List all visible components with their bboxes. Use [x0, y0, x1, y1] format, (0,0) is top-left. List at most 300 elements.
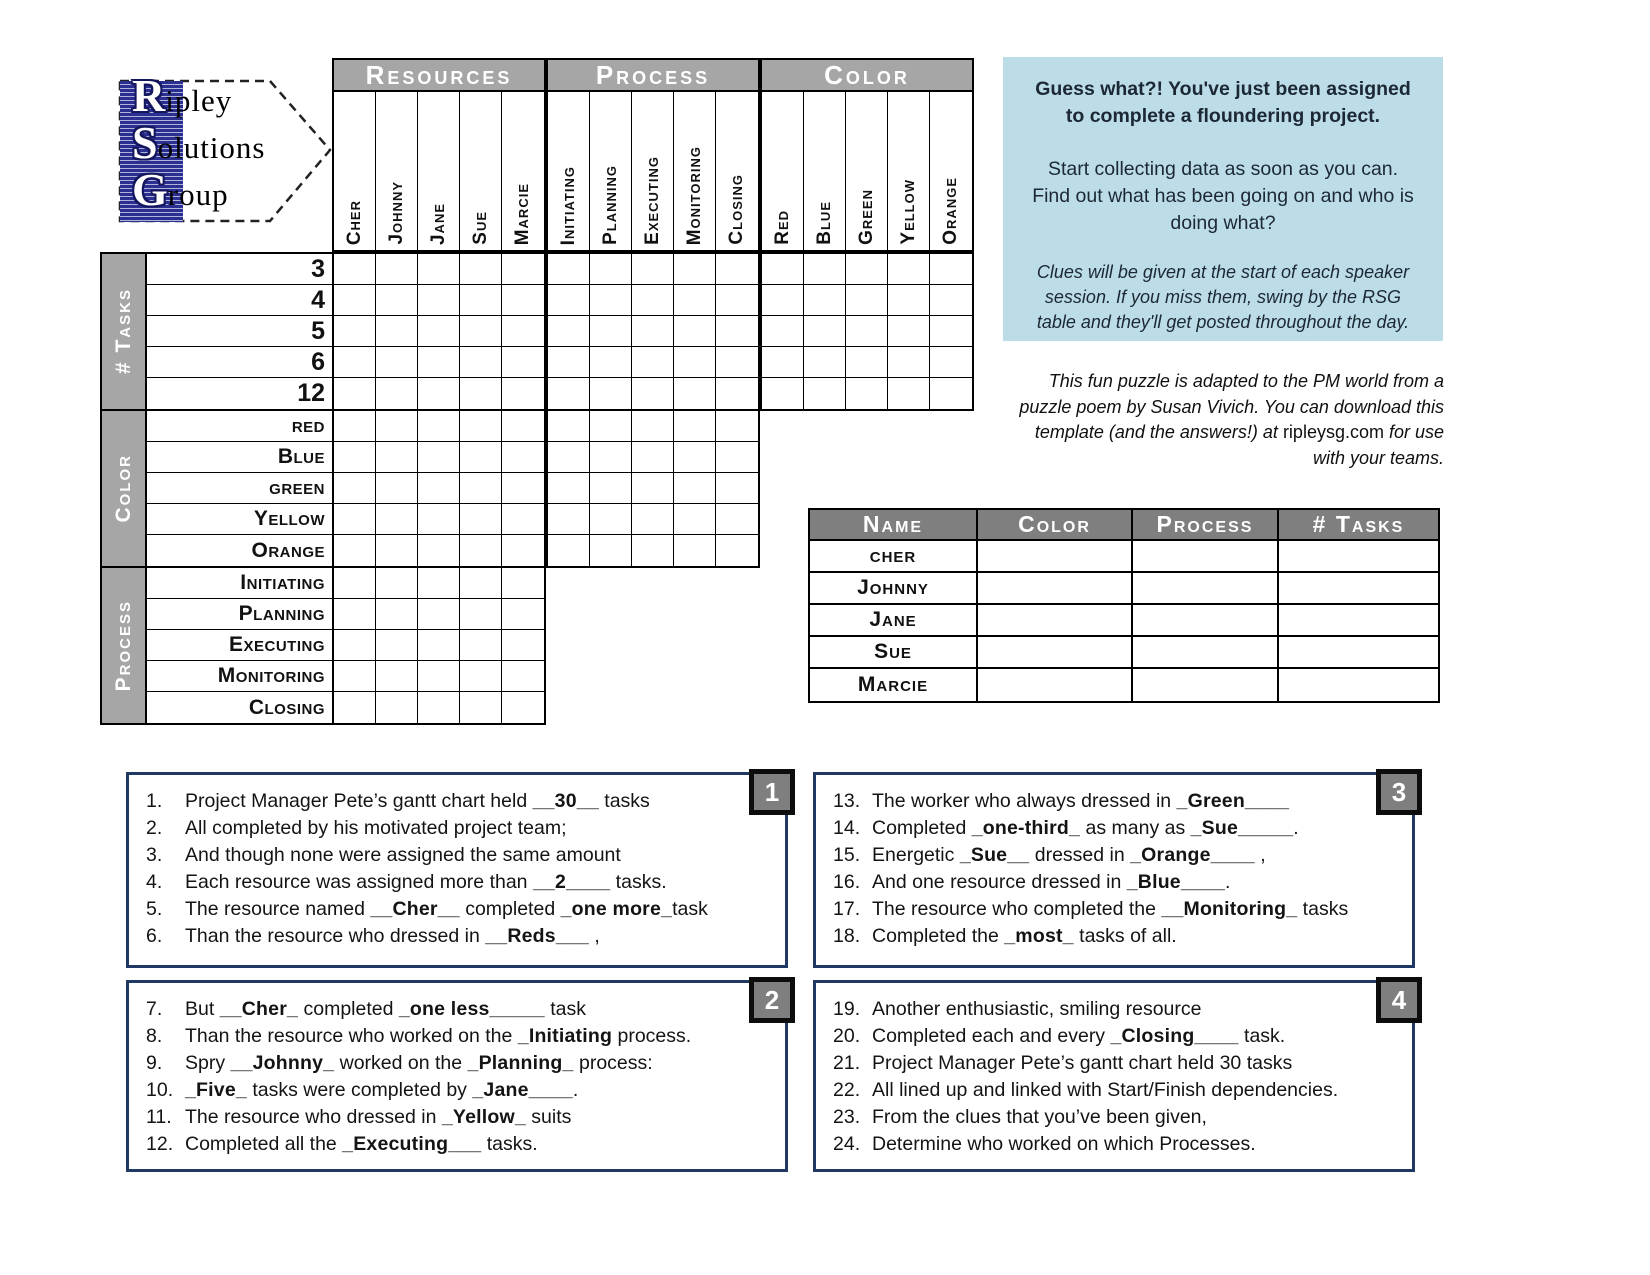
answer-fill-cell[interactable]	[978, 637, 1133, 669]
puzzle-cell[interactable]	[674, 411, 716, 442]
puzzle-cell[interactable]	[334, 661, 376, 692]
puzzle-cell[interactable]	[460, 285, 502, 316]
puzzle-cell[interactable]	[674, 535, 716, 566]
puzzle-cell[interactable]	[418, 316, 460, 347]
puzzle-cell[interactable]	[846, 378, 888, 409]
puzzle-cell[interactable]	[590, 473, 632, 504]
info-box-body: Start collecting data as soon as you can. Find out what has been going on and who is doing what?	[1032, 158, 1414, 234]
clue-text-segment: .	[1225, 871, 1231, 893]
puzzle-cell[interactable]	[460, 347, 502, 378]
puzzle-cell[interactable]	[418, 568, 460, 599]
info-box	[1003, 57, 1443, 341]
clue-text-segment: The resource who dressed in	[185, 1106, 442, 1128]
puzzle-cell[interactable]	[846, 254, 888, 285]
column-name-cell	[460, 92, 502, 250]
clue-line	[833, 896, 1406, 923]
clue-answer-blank: _Five_	[185, 1079, 247, 1101]
puzzle-cell[interactable]	[334, 504, 376, 535]
clue-text	[872, 869, 1230, 896]
clue-number: 15.	[833, 844, 861, 866]
puzzle-cell[interactable]	[548, 347, 590, 378]
puzzle-cell[interactable]	[804, 316, 846, 347]
clue-answer-blank: _most_	[1004, 925, 1074, 947]
puzzle-cell[interactable]	[502, 535, 544, 566]
puzzle-cell[interactable]	[376, 411, 418, 442]
clue-line	[146, 1077, 779, 1104]
column-name-cell	[804, 92, 846, 250]
puzzle-cell[interactable]	[590, 411, 632, 442]
row-label: green	[147, 473, 332, 504]
puzzle-cell[interactable]	[674, 378, 716, 409]
column-group-header-color: Color	[760, 58, 974, 92]
puzzle-cell[interactable]	[674, 473, 716, 504]
puzzle-cell[interactable]	[418, 378, 460, 409]
column-names-block	[546, 90, 760, 252]
puzzle-cell[interactable]	[334, 442, 376, 473]
puzzle-cell[interactable]	[418, 599, 460, 630]
puzzle-cell[interactable]	[334, 692, 376, 723]
puzzle-cell[interactable]	[376, 347, 418, 378]
clue-answer-blank: _Jane____	[472, 1079, 573, 1101]
clue-box-number-badge: 3	[1376, 769, 1422, 815]
puzzle-cell[interactable]	[460, 535, 502, 566]
puzzle-cell[interactable]	[334, 630, 376, 661]
puzzle-cell[interactable]	[846, 285, 888, 316]
puzzle-cell[interactable]	[418, 661, 460, 692]
answer-header-color: Color	[978, 510, 1133, 541]
puzzle-cell[interactable]	[334, 285, 376, 316]
clue-text-segment: Than the resource who worked on the	[185, 1025, 518, 1047]
puzzle-cell[interactable]	[632, 347, 674, 378]
puzzle-cell[interactable]	[502, 630, 544, 661]
puzzle-cell[interactable]	[888, 254, 930, 285]
puzzle-cell[interactable]	[674, 316, 716, 347]
puzzle-cell[interactable]	[674, 254, 716, 285]
puzzle-cell[interactable]	[632, 442, 674, 473]
row-label: 5	[147, 316, 332, 347]
clue-number: 7.	[146, 998, 163, 1020]
puzzle-cell[interactable]	[460, 411, 502, 442]
puzzle-cell[interactable]	[502, 599, 544, 630]
clue-text	[185, 896, 708, 923]
clue-text	[185, 1077, 578, 1104]
puzzle-cell[interactable]	[590, 285, 632, 316]
puzzle-cell[interactable]	[502, 347, 544, 378]
puzzle-cell[interactable]	[460, 504, 502, 535]
clue-line	[833, 923, 1406, 950]
clue-text	[872, 842, 1266, 869]
puzzle-cell[interactable]	[762, 316, 804, 347]
puzzle-cell[interactable]	[590, 316, 632, 347]
row-label: Executing	[147, 630, 332, 661]
row-label: Monitoring	[147, 661, 332, 692]
clue-text-segment: The resource who completed the	[872, 898, 1162, 920]
puzzle-cell[interactable]	[376, 568, 418, 599]
clue-line	[833, 1050, 1406, 1077]
column-name-cell	[418, 92, 460, 250]
clue-answer-blank: _Blue____	[1126, 871, 1226, 893]
clue-line	[833, 1077, 1406, 1104]
puzzle-cell[interactable]	[632, 316, 674, 347]
puzzle-cell[interactable]	[334, 316, 376, 347]
puzzle-cell[interactable]	[502, 661, 544, 692]
puzzle-cell[interactable]	[548, 254, 590, 285]
column-name-label: Orange	[940, 177, 961, 245]
clue-text-segment: Each resource was assigned more than	[185, 871, 533, 893]
puzzle-cell[interactable]	[632, 504, 674, 535]
puzzle-cell[interactable]	[460, 442, 502, 473]
clue-line	[146, 1131, 779, 1158]
puzzle-cell[interactable]	[632, 473, 674, 504]
puzzle-cell[interactable]	[376, 630, 418, 661]
clue-text	[185, 1023, 691, 1050]
column-names-block	[760, 90, 974, 252]
clue-text-segment: ,	[588, 925, 600, 947]
clue-text-segment: And though none were assigned the same amount	[185, 844, 621, 866]
puzzle-cell[interactable]	[762, 378, 804, 409]
clue-box-4	[813, 980, 1415, 1172]
clue-line	[146, 996, 779, 1023]
column-name-label: Sue	[469, 211, 491, 245]
clue-answer-blank: __30__	[532, 790, 599, 812]
puzzle-cell[interactable]	[418, 504, 460, 535]
puzzle-cell[interactable]	[716, 347, 758, 378]
puzzle-cell[interactable]	[716, 473, 758, 504]
puzzle-cell[interactable]	[590, 535, 632, 566]
puzzle-cell-block	[332, 566, 546, 725]
puzzle-cell-block	[332, 252, 546, 411]
puzzle-cell[interactable]	[376, 442, 418, 473]
puzzle-cell[interactable]	[460, 378, 502, 409]
clue-box-number-badge: 4	[1376, 977, 1422, 1023]
puzzle-cell[interactable]	[502, 692, 544, 723]
puzzle-cell[interactable]	[418, 254, 460, 285]
puzzle-cell[interactable]	[716, 285, 758, 316]
puzzle-cell[interactable]	[762, 347, 804, 378]
column-name-label: Johnny	[385, 181, 407, 245]
clue-text	[185, 815, 567, 842]
answer-fill-cell[interactable]	[978, 541, 1133, 573]
column-name-cell	[376, 92, 418, 250]
answer-fill-cell[interactable]	[1133, 637, 1279, 669]
puzzle-cell[interactable]	[716, 504, 758, 535]
puzzle-cell[interactable]	[716, 378, 758, 409]
puzzle-cell[interactable]	[716, 316, 758, 347]
puzzle-cell[interactable]	[334, 347, 376, 378]
puzzle-cell[interactable]	[334, 378, 376, 409]
row-group-band-label: # Tasks	[111, 288, 135, 375]
puzzle-cell[interactable]	[762, 254, 804, 285]
clue-line	[833, 1131, 1406, 1158]
row-label: Closing	[248, 695, 325, 719]
clue-number: 5.	[146, 898, 163, 920]
answer-fill-cell[interactable]	[1133, 669, 1279, 701]
puzzle-cell[interactable]	[334, 254, 376, 285]
answer-row-name: Jane	[810, 605, 978, 637]
answer-fill-cell[interactable]	[978, 605, 1133, 637]
clue-text-segment: task	[544, 998, 586, 1020]
clue-box-3	[813, 772, 1415, 968]
puzzle-cell[interactable]	[334, 568, 376, 599]
puzzle-cell[interactable]	[548, 442, 590, 473]
puzzle-cell[interactable]	[502, 442, 544, 473]
clue-text-segment: .	[1293, 817, 1299, 839]
clue-number: 8.	[146, 1025, 163, 1047]
clue-text	[185, 1050, 653, 1077]
puzzle-cell[interactable]	[674, 504, 716, 535]
puzzle-cell-block	[546, 409, 760, 568]
puzzle-cell[interactable]	[418, 347, 460, 378]
credit-text: This fun puzzle is adapted to the PM world from a puzzle poem by Susan Vivich. You can download this template (and the answers!) at	[1019, 371, 1444, 442]
puzzle-cell[interactable]	[376, 535, 418, 566]
answer-header-process: Process	[1133, 510, 1279, 541]
puzzle-cell[interactable]	[460, 254, 502, 285]
puzzle-cell[interactable]	[502, 378, 544, 409]
clue-text	[185, 1131, 538, 1158]
clue-number: 23.	[833, 1106, 861, 1128]
puzzle-cell[interactable]	[804, 285, 846, 316]
column-group-header-resources: Resources	[332, 58, 546, 92]
clue-text	[185, 842, 621, 869]
puzzle-cell[interactable]	[502, 504, 544, 535]
puzzle-cell[interactable]	[888, 285, 930, 316]
puzzle-cell[interactable]	[590, 442, 632, 473]
clue-number: 9.	[146, 1052, 163, 1074]
puzzle-cell[interactable]	[460, 568, 502, 599]
clue-number: 18.	[833, 925, 861, 947]
puzzle-cell[interactable]	[334, 411, 376, 442]
logo-initial: S	[132, 117, 158, 168]
answer-fill-cell[interactable]	[1133, 573, 1279, 605]
puzzle-cell[interactable]	[460, 692, 502, 723]
clue-text	[872, 923, 1177, 950]
clue-answer-blank: __Cher__	[370, 898, 460, 920]
puzzle-cell[interactable]	[334, 473, 376, 504]
puzzle-cell[interactable]	[418, 473, 460, 504]
puzzle-cell[interactable]	[418, 535, 460, 566]
puzzle-cell[interactable]	[502, 316, 544, 347]
puzzle-cell[interactable]	[502, 411, 544, 442]
puzzle-cell[interactable]	[590, 504, 632, 535]
clue-line	[146, 1104, 779, 1131]
puzzle-cell[interactable]	[930, 316, 972, 347]
clue-answer-blank: _Orange____	[1130, 844, 1255, 866]
puzzle-cell[interactable]	[460, 473, 502, 504]
column-name-cell	[674, 92, 716, 250]
row-group-band-label: Process	[111, 599, 135, 692]
puzzle-cell[interactable]	[716, 535, 758, 566]
puzzle-cell[interactable]	[930, 347, 972, 378]
clue-text-segment: Completed all the	[185, 1133, 343, 1155]
clue-line	[833, 1104, 1406, 1131]
puzzle-cell[interactable]	[376, 316, 418, 347]
clue-line	[833, 869, 1406, 896]
puzzle-cell-block	[760, 252, 974, 411]
clue-number: 16.	[833, 871, 861, 893]
puzzle-cell[interactable]	[632, 254, 674, 285]
puzzle-cell[interactable]	[888, 347, 930, 378]
answer-fill-cell[interactable]	[978, 573, 1133, 605]
clue-text-segment: as many as	[1080, 817, 1191, 839]
column-name-cell	[888, 92, 930, 250]
answer-row-name: cher	[810, 541, 978, 573]
clue-number: 4.	[146, 871, 163, 893]
answer-fill-cell[interactable]	[1279, 573, 1438, 605]
credit-note	[1016, 369, 1444, 471]
puzzle-cell[interactable]	[460, 599, 502, 630]
clue-text-segment: All completed by his motivated project team;	[185, 817, 567, 839]
puzzle-cell[interactable]	[502, 285, 544, 316]
puzzle-cell[interactable]	[804, 347, 846, 378]
puzzle-cell[interactable]	[590, 347, 632, 378]
clue-text-segment: Determine who worked on which Processes.	[872, 1133, 1256, 1155]
puzzle-cell[interactable]	[418, 411, 460, 442]
puzzle-cell[interactable]	[548, 535, 590, 566]
answer-fill-cell[interactable]	[1279, 541, 1438, 573]
clue-text-segment: task	[672, 898, 708, 920]
info-box-heading: Guess what?! You've just been assigned to complete a floundering project.	[1035, 78, 1411, 127]
clue-box-2	[126, 980, 788, 1172]
puzzle-cell[interactable]	[846, 347, 888, 378]
puzzle-cell[interactable]	[334, 535, 376, 566]
column-name-label: Initiating	[557, 165, 579, 245]
clue-answer-blank: _one less_____	[398, 998, 545, 1020]
clue-answer-blank: __Monitoring_	[1161, 898, 1298, 920]
puzzle-cell[interactable]	[632, 378, 674, 409]
puzzle-cell[interactable]	[762, 285, 804, 316]
puzzle-cell[interactable]	[334, 599, 376, 630]
clue-text-segment: All lined up and linked with Start/Finish dependencies.	[872, 1079, 1339, 1101]
answer-row-name: Marcie	[810, 669, 978, 701]
answer-fill-cell[interactable]	[1279, 605, 1438, 637]
clue-line	[833, 815, 1406, 842]
puzzle-cell[interactable]	[376, 378, 418, 409]
answer-fill-cell[interactable]	[978, 669, 1133, 701]
puzzle-cell[interactable]	[418, 442, 460, 473]
clue-text-segment: The worker who always dressed in	[872, 790, 1177, 812]
puzzle-cell[interactable]	[502, 473, 544, 504]
answer-fill-cell[interactable]	[1133, 541, 1279, 573]
puzzle-cell[interactable]	[590, 254, 632, 285]
puzzle-cell[interactable]	[548, 285, 590, 316]
puzzle-cell[interactable]	[548, 473, 590, 504]
clue-number: 17.	[833, 898, 861, 920]
column-name-cell	[334, 92, 376, 250]
puzzle-cell[interactable]	[548, 316, 590, 347]
clue-text-segment: process.	[612, 1025, 692, 1047]
column-name-label: Green	[855, 189, 877, 245]
puzzle-cell[interactable]	[804, 378, 846, 409]
puzzle-cell[interactable]	[590, 378, 632, 409]
clue-line	[146, 1023, 779, 1050]
row-label: Planning	[147, 599, 332, 630]
puzzle-cell[interactable]	[674, 347, 716, 378]
clue-line	[146, 815, 779, 842]
clue-text	[185, 869, 667, 896]
puzzle-cell[interactable]	[376, 692, 418, 723]
puzzle-cell[interactable]	[632, 535, 674, 566]
puzzle-cell[interactable]	[888, 316, 930, 347]
clue-text-segment: dressed in	[1029, 844, 1131, 866]
puzzle-cell[interactable]	[674, 442, 716, 473]
clue-text	[185, 788, 650, 815]
puzzle-cell[interactable]	[460, 630, 502, 661]
row-label: Yellow	[147, 504, 332, 535]
puzzle-cell[interactable]	[376, 599, 418, 630]
clue-text-segment: tasks.	[481, 1133, 538, 1155]
puzzle-cell[interactable]	[502, 568, 544, 599]
puzzle-cell[interactable]	[418, 285, 460, 316]
row-label: Blue	[147, 442, 332, 473]
puzzle-cell[interactable]	[716, 254, 758, 285]
clue-answer-blank: __Cher_	[219, 998, 299, 1020]
puzzle-cell[interactable]	[460, 661, 502, 692]
puzzle-cell[interactable]	[930, 254, 972, 285]
clue-text-segment: From the clues that you’ve been given,	[872, 1106, 1207, 1128]
puzzle-cell[interactable]	[376, 661, 418, 692]
puzzle-cell[interactable]	[888, 378, 930, 409]
puzzle-cell[interactable]	[930, 378, 972, 409]
puzzle-cell[interactable]	[716, 442, 758, 473]
clue-number: 19.	[833, 998, 861, 1020]
answer-fill-cell[interactable]	[1279, 637, 1438, 669]
puzzle-cell[interactable]	[502, 254, 544, 285]
answer-fill-cell[interactable]	[1133, 605, 1279, 637]
puzzle-cell[interactable]	[376, 504, 418, 535]
puzzle-cell[interactable]	[376, 254, 418, 285]
clue-line	[833, 842, 1406, 869]
puzzle-cell[interactable]	[460, 316, 502, 347]
column-name-label: Closing	[726, 174, 747, 245]
clue-text-segment: suits	[525, 1106, 572, 1128]
clue-text-segment: Spry	[185, 1052, 231, 1074]
puzzle-cell[interactable]	[930, 285, 972, 316]
clue-line	[146, 896, 779, 923]
puzzle-cell[interactable]	[846, 316, 888, 347]
clue-text-segment: Completed the	[872, 925, 1005, 947]
puzzle-cell[interactable]	[632, 411, 674, 442]
answer-header-name: Name	[810, 510, 978, 541]
column-name-cell	[846, 92, 888, 250]
clue-answer-blank: _Executing___	[342, 1133, 482, 1155]
puzzle-cell[interactable]	[418, 692, 460, 723]
clue-number: 24.	[833, 1133, 861, 1155]
clue-line	[146, 869, 779, 896]
clue-number: 14.	[833, 817, 861, 839]
clue-text-segment: ,	[1254, 844, 1266, 866]
clue-box-number-badge: 1	[749, 769, 795, 815]
puzzle-cell[interactable]	[418, 630, 460, 661]
clue-answer-blank: __Reds___	[485, 925, 589, 947]
puzzle-cell[interactable]	[548, 504, 590, 535]
puzzle-cell-block	[546, 252, 760, 411]
clue-answer-blank: _Initiating	[517, 1025, 613, 1047]
column-name-label: Planning	[599, 165, 621, 245]
puzzle-cell[interactable]	[804, 254, 846, 285]
logo-initial: G	[132, 164, 168, 215]
puzzle-cell[interactable]	[548, 378, 590, 409]
puzzle-cell[interactable]	[716, 411, 758, 442]
puzzle-cell[interactable]	[376, 285, 418, 316]
clue-text-segment: Energetic	[872, 844, 960, 866]
puzzle-cell[interactable]	[376, 473, 418, 504]
puzzle-cell[interactable]	[632, 285, 674, 316]
puzzle-cell[interactable]	[674, 285, 716, 316]
answer-fill-cell[interactable]	[1279, 669, 1438, 701]
puzzle-cell[interactable]	[548, 411, 590, 442]
clue-text	[872, 1050, 1292, 1077]
clue-answer-blank: _Green____	[1176, 790, 1290, 812]
